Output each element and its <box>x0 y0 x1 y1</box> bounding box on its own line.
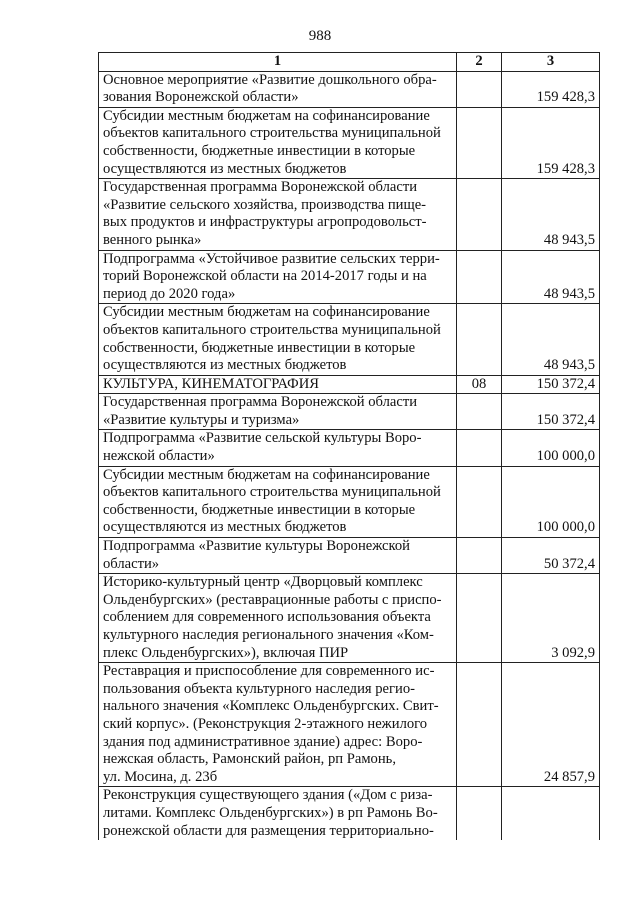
table-row <box>99 574 600 663</box>
row-code <box>457 466 502 537</box>
row-name-line: «Развитие культуры и туризма» <box>103 411 300 428</box>
row-amount: 24 857,9 <box>502 663 600 787</box>
row-name-line: соблением для современного использования объекта <box>103 609 431 626</box>
row-code <box>457 663 502 787</box>
row-amount: 50 372,4 <box>502 538 600 574</box>
table-row <box>99 538 600 574</box>
row-code <box>457 538 502 574</box>
row-name-line: осуществляются из местных бюджетов <box>103 357 347 374</box>
table-row <box>99 179 600 250</box>
row-code <box>457 574 502 663</box>
row-amount: 48 943,5 <box>502 304 600 375</box>
row-name-line: объектов капитального строительства муниципальной <box>103 125 441 142</box>
row-name-line: собственности, бюджетные инвестиции в которые <box>103 142 416 159</box>
row-amount: 159 428,3 <box>502 107 600 178</box>
row-code <box>457 787 502 840</box>
table-row <box>99 250 600 304</box>
table-row <box>99 394 600 430</box>
row-name-line: ронежской области для размещения территориально- <box>103 822 434 839</box>
row-name <box>99 304 457 375</box>
row-name-line: «Развитие сельского хозяйства, производства пище- <box>103 196 427 213</box>
row-amount: 100 000,0 <box>502 466 600 537</box>
row-name-line: Реконструкция существующего здания («Дом с риза- <box>103 787 433 804</box>
row-name <box>99 466 457 537</box>
table-row <box>99 107 600 178</box>
row-name-line: нежской области» <box>103 448 215 465</box>
row-name-line: объектов капитального строительства муниципальной <box>103 484 441 501</box>
table-row <box>99 304 600 375</box>
row-name-line: Субсидии местным бюджетам на софинансирование <box>103 304 430 321</box>
budget-table <box>98 52 600 840</box>
row-name-line: Государственная программа Воронежской области <box>103 394 418 411</box>
row-name-line: период до 2020 года» <box>103 285 236 302</box>
row-name-line: ул. Мосина, д. 23б <box>103 768 218 785</box>
table-row <box>99 466 600 537</box>
row-name-line: собственности, бюджетные инвестиции в которые <box>103 501 416 518</box>
row-code <box>457 250 502 304</box>
row-name-line: осуществляются из местных бюджетов <box>103 160 347 177</box>
row-name-line: Историко-культурный центр «Дворцовый комплекс <box>103 574 423 591</box>
row-name-line: ский корпус». (Реконструкция 2-этажного нежилого <box>103 715 428 732</box>
table-row <box>99 787 600 840</box>
row-amount: 150 372,4 <box>502 394 600 430</box>
table-row <box>99 430 600 466</box>
row-name-line: Подпрограмма «Развитие культуры Воронежской <box>103 538 410 555</box>
row-name-line: Субсидии местным бюджетам на софинансирование <box>103 107 430 124</box>
row-name <box>99 394 457 430</box>
table-row <box>99 663 600 787</box>
row-name <box>99 250 457 304</box>
column-header: 2 <box>457 53 502 72</box>
row-name-line: КУЛЬТУРА, КИНЕМАТОГРАФИЯ <box>103 375 319 392</box>
row-name-line: Субсидии местным бюджетам на софинансирование <box>103 466 430 483</box>
row-name-line: Ольденбургских» (реставрационные работы с приспо- <box>103 591 442 608</box>
row-name-line: торий Воронежской области на 2014-2017 годы и на <box>103 268 427 285</box>
row-name <box>99 375 457 394</box>
row-name-line: области» <box>103 555 160 572</box>
row-code <box>457 430 502 466</box>
page-number: 988 <box>308 28 332 44</box>
table-row <box>99 375 600 394</box>
row-amount: 159 428,3 <box>502 71 600 107</box>
row-name-line: плекс Ольденбургских»), включая ПИР <box>103 644 349 661</box>
row-name-line: Подпрограмма «Устойчивое развитие сельских терри- <box>103 250 440 267</box>
table-row <box>99 71 600 107</box>
table-header-row <box>99 53 600 72</box>
table-body <box>99 71 600 840</box>
column-header: 1 <box>99 53 457 72</box>
row-amount: 3 092,9 <box>502 574 600 663</box>
row-name-line: Подпрограмма «Развитие сельской культуры Воро- <box>103 430 422 447</box>
row-amount: 150 372,4 <box>502 375 600 394</box>
row-name-line: нального значения «Комплекс Ольденбургских. Свит- <box>103 698 439 715</box>
row-code <box>457 71 502 107</box>
row-name <box>99 787 457 840</box>
row-name-line: пользования объекта культурного наследия регио- <box>103 680 415 697</box>
row-name-line: осуществляются из местных бюджетов <box>103 519 347 536</box>
row-code <box>457 179 502 250</box>
row-name-line: литами. Комплекс Ольденбургских») в рп Рамонь Во- <box>103 804 438 821</box>
row-name-line: Основное мероприятие «Развитие дошкольного обра- <box>103 71 437 88</box>
row-name-line: объектов капитального строительства муниципальной <box>103 321 441 338</box>
row-name-line: Государственная программа Воронежской области <box>103 179 418 196</box>
row-name-line: здания под административное здание) адрес: Воро- <box>103 733 423 750</box>
row-name-line: вых продуктов и инфраструктуры агропродовольст- <box>103 214 427 231</box>
row-name <box>99 538 457 574</box>
row-name-line: зования Воронежской области» <box>103 89 299 106</box>
row-name-line: венного рынка» <box>103 231 202 248</box>
row-name <box>99 107 457 178</box>
row-amount: 100 000,0 <box>502 430 600 466</box>
row-code <box>457 304 502 375</box>
row-amount: 48 943,5 <box>502 179 600 250</box>
row-name <box>99 663 457 787</box>
row-code <box>457 107 502 178</box>
row-name-line: собственности, бюджетные инвестиции в которые <box>103 339 416 356</box>
column-header: 3 <box>502 53 600 72</box>
row-name-line: Реставрация и приспособление для современного ис- <box>103 663 435 680</box>
row-name <box>99 71 457 107</box>
row-name-line: культурного наследия регионального значения «Ком- <box>103 627 434 643</box>
row-name <box>99 430 457 466</box>
row-amount <box>502 787 600 840</box>
row-amount: 48 943,5 <box>502 250 600 304</box>
row-name <box>99 179 457 250</box>
row-code: 08 <box>457 375 502 394</box>
row-name <box>99 574 457 663</box>
row-code <box>457 394 502 430</box>
row-name-line: нежская область, Рамонский район, рп Рамонь, <box>103 751 396 768</box>
